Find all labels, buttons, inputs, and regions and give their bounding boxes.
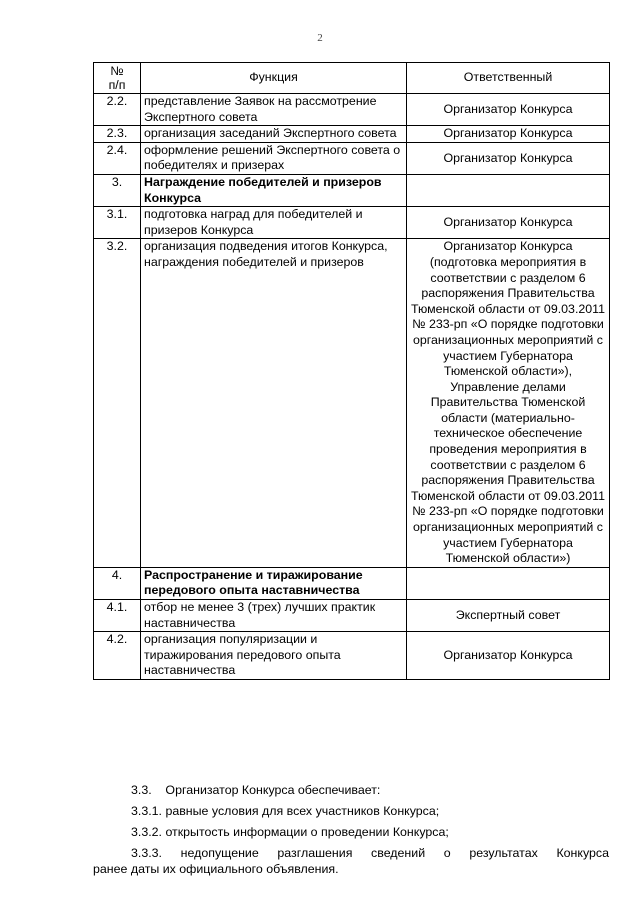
row-num: 4.1. xyxy=(94,600,141,632)
paragraph-3-3-3-line1: 3.3.3. недопущение разглашения сведений о результатах Конкурса xyxy=(131,846,609,860)
table-section-row xyxy=(94,174,610,206)
row-num: 2.3. xyxy=(94,126,141,143)
row-responsible: Организатор Конкурса xyxy=(407,94,610,126)
row-function: представление Заявок на рассмотрение Экспертного совета xyxy=(141,94,407,126)
functions-table xyxy=(93,62,610,680)
row-function: оформление решений Экспертного совета о победителях и призерах xyxy=(141,142,407,174)
paragraph-3-3-3-line2: ранее даты их официального объявления. xyxy=(93,862,339,876)
row-num: 3.1. xyxy=(94,207,141,239)
table-row xyxy=(94,239,610,567)
row-function: организация популяризации и тиражирования передового опыта наставничества xyxy=(141,632,407,680)
table-header-row xyxy=(94,63,610,94)
table-row xyxy=(94,142,610,174)
row-responsible: Организатор Конкурса xyxy=(407,126,610,143)
table-row xyxy=(94,94,610,126)
row-function: отбор не менее 3 (трех) лучших практик наставничества xyxy=(141,600,407,632)
row-function: подготовка наград для победителей и призеров Конкурса xyxy=(141,207,407,239)
table-row xyxy=(94,632,610,680)
row-responsible: Экспертный совет xyxy=(407,600,610,632)
row-responsible: Организатор Конкурса (подготовка мероприятия в соответствии с разделом 6 распоряжения Правительства Тюменской области от 09.03.2011 № 233-рп «О порядке подготовки организационных мероприятий с участием Губернатора Тюменской области»), Управление делами Правительства Тюменской области (материально-техническое обеспечение проведения мероприятия в соответствии с разделом 6 распоряжения Правительства Тюменской области от 09.03.2011 № 233-рп «О порядке подготовки организационных мероприятий с участием Губернатора Тюменской области») xyxy=(407,239,610,567)
header-function: Функция xyxy=(141,63,407,94)
row-responsible: Организатор Конкурса xyxy=(407,142,610,174)
row-num: 2.2. xyxy=(94,94,141,126)
table-row xyxy=(94,207,610,239)
header-num: № п/п xyxy=(94,63,141,94)
section-title: Награждение победителей и призеров Конкурса xyxy=(141,174,407,206)
row-num: 3. xyxy=(94,174,141,206)
table-row xyxy=(94,126,610,143)
row-responsible: Организатор Конкурса xyxy=(407,207,610,239)
table-row xyxy=(94,600,610,632)
row-responsible xyxy=(407,174,610,206)
paragraph-3-3-2: 3.3.2. открытость информации о проведении Конкурса; xyxy=(131,825,449,839)
table-section-row xyxy=(94,567,610,599)
header-responsible: Ответственный xyxy=(407,63,610,94)
row-function: организация подведения итогов Конкурса, награждения победителей и призеров xyxy=(141,239,407,567)
row-num: 4.2. xyxy=(94,632,141,680)
row-responsible: Организатор Конкурса xyxy=(407,632,610,680)
paragraph-3-3: 3.3. Организатор Конкурса обеспечивает: xyxy=(131,783,381,797)
row-num: 4. xyxy=(94,567,141,599)
row-function: организация заседаний Экспертного совета xyxy=(141,126,407,143)
row-num: 3.2. xyxy=(94,239,141,567)
page-number: 2 xyxy=(317,32,323,44)
row-num: 2.4. xyxy=(94,142,141,174)
paragraph-3-3-1: 3.3.1. равные условия для всех участников Конкурса; xyxy=(131,804,440,818)
row-responsible xyxy=(407,567,610,599)
section-title: Распространение и тиражирование передового опыта наставничества xyxy=(141,567,407,599)
